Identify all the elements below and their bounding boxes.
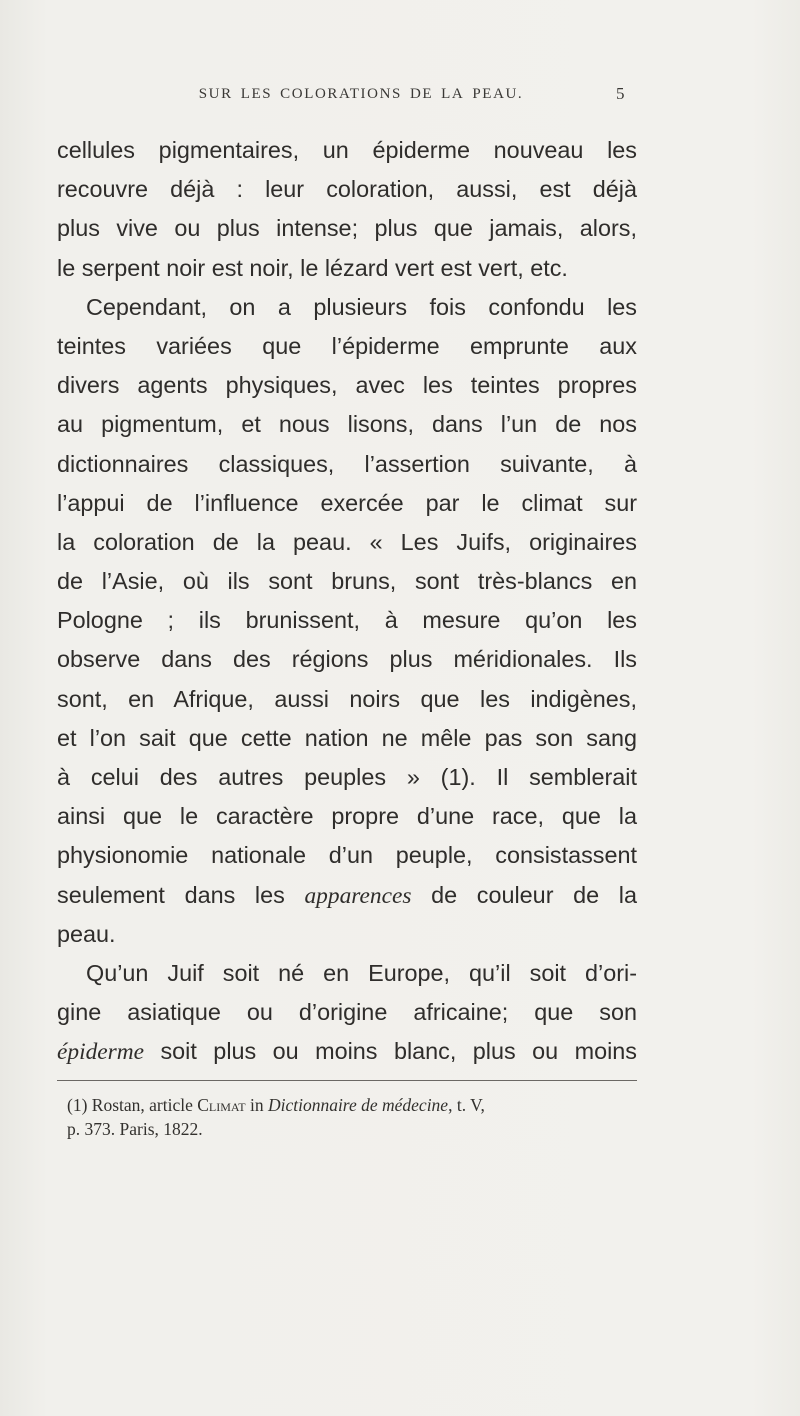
- text-run: soit plus ou moins blanc, plus ou moins: [144, 1038, 637, 1065]
- text-line: sont, en Afrique, aussi noirs que les indigènes,: [57, 685, 637, 712]
- text-line: dictionnaires classiques, l’assertion suivante, à: [57, 450, 637, 477]
- footnote-author: Rostan, article: [91, 1095, 193, 1115]
- running-head: [160, 86, 570, 103]
- running-head-word: LA: [441, 86, 465, 102]
- italic-run: épiderme: [57, 1039, 145, 1066]
- text-line: peau.: [57, 920, 116, 947]
- running-head-word: PEAU.: [472, 86, 524, 102]
- text-line: divers agents physiques, avec les teintes propres: [57, 372, 637, 399]
- footnote-work: Dictionnaire de médecine: [267, 1095, 449, 1115]
- text-line: Cependant, on a plusieurs fois confondu les: [86, 293, 637, 320]
- footnote-line-1: [67, 1093, 637, 1117]
- running-head-word: LES: [240, 86, 273, 102]
- text-run: de couleur de la: [411, 881, 637, 908]
- italic-run: apparences: [304, 882, 412, 909]
- footnote-volume: , t. V,: [448, 1095, 485, 1115]
- text-line: recouvre déjà : leur coloration, aussi, est déjà: [57, 176, 637, 203]
- running-head-word: SUR: [198, 86, 233, 102]
- text-line: l’appui de l’influence exercée par le climat sur: [57, 489, 637, 516]
- text-line: physionomie nationale d’un peuple, consistassent: [57, 842, 637, 869]
- footnote-marker: (1): [67, 1095, 88, 1115]
- footnote: [67, 1093, 637, 1141]
- text-line: le serpent noir est noir, le lézard vert est vert, etc.: [57, 254, 568, 281]
- text-line: cellules pigmentaires, un épiderme nouveau les: [57, 137, 637, 163]
- text-line: teintes variées que l’épiderme emprunte aux: [57, 332, 637, 359]
- text-line: à celui des autres peuples » (1). Il semblerait: [57, 764, 637, 790]
- text-line: observe dans des régions plus méridionales. Ils: [57, 646, 637, 673]
- main-text: [57, 131, 637, 1072]
- text-line: Qu’un Juif soit né en Europe, qu’il soit d’ori-: [86, 959, 637, 986]
- text-line: ainsi que le caractère propre d’une race, que la: [57, 803, 637, 830]
- footnote-term: Climat: [197, 1095, 246, 1115]
- footnote-line-2: p. 373. Paris, 1822.: [67, 1119, 203, 1139]
- running-head-word: DE: [409, 86, 434, 102]
- text-line: [57, 1032, 637, 1071]
- text-line: plus vive ou plus intense; plus que jamais, alors,: [57, 215, 637, 242]
- running-head-word: COLORATIONS: [280, 86, 402, 102]
- text-line: Pologne ; ils brunissent, à mesure qu’on les: [57, 607, 637, 634]
- text-line: au pigmentum, et nous lisons, dans l’un de nos: [57, 411, 637, 438]
- footnote-in: in: [249, 1095, 264, 1115]
- text-line: et l’on sait que cette nation ne mêle pas son sang: [57, 724, 637, 751]
- text-line: gine asiatique ou d’origine africaine; que son: [57, 999, 637, 1026]
- text-line: la coloration de la peau. « Les Juifs, originaires: [57, 528, 637, 555]
- page-number: 5: [616, 84, 625, 103]
- text-run: seulement dans les: [57, 881, 305, 908]
- text-line: [57, 876, 637, 915]
- text-line: de l’Asie, où ils sont bruns, sont très-blancs en: [57, 568, 637, 595]
- footnote-rule: [57, 1080, 637, 1081]
